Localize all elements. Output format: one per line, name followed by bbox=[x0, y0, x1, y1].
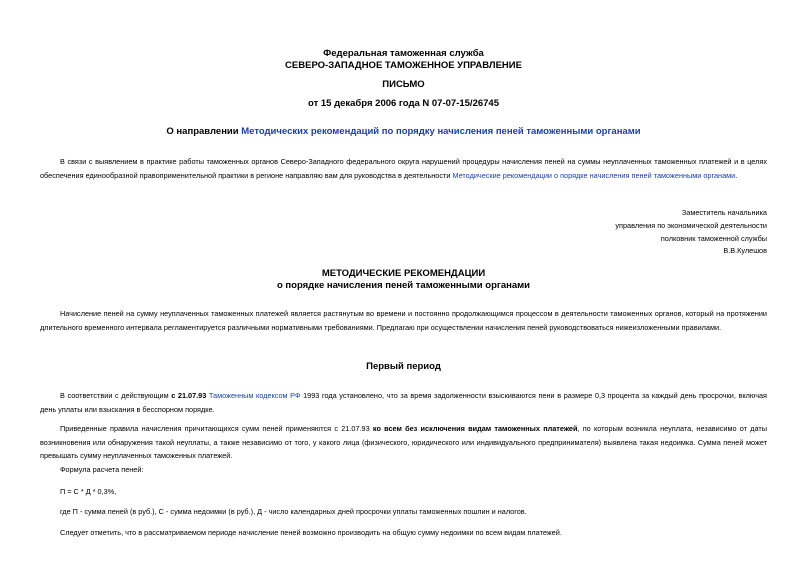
period1-paragraph-1: В соответствии с действующим с 21.07.93 Таможенным кодексом РФ 1993 года установлено, что за время задолженности взыскиваются пени в размере 0,3 процента за каждый день просрочки, включая день уплаты или взыскания в бесспорном порядке. bbox=[40, 391, 768, 414]
subject-prefix: О направлении bbox=[166, 126, 242, 137]
all-payments-emphasis: ко всем без исключения видам таможенных платежей bbox=[372, 424, 578, 433]
doc-subject bbox=[0, 126, 807, 137]
subject-link[interactable]: Методических рекомендаций по порядку начисления пеней таможенными органами bbox=[241, 126, 641, 137]
recs-title: МЕТОДИЧЕСКИЕ РЕКОМЕНДАЦИИ bbox=[321, 268, 486, 279]
signature-position: Заместитель начальника bbox=[681, 208, 767, 217]
recs-paragraph: Начисление пеней на сумму неуплаченных таможенных платежей является растянутым во времени и постоянно продолжающимся процессом в деятельности таможенных органов, который на протяжении длительного временного интервала регламентируется различными нормативными требованиями. Предлагаю при осуществлении начисления пеней руководствоваться нижеизложенными правилами. bbox=[40, 309, 767, 332]
effective-date: с 21.07.93 bbox=[171, 391, 207, 400]
formula: П = С * Д * 0,3%, bbox=[60, 487, 117, 496]
org-department: СЕВЕРО-ЗАПАДНОЕ ТАМОЖЕННОЕ УПРАВЛЕНИЕ bbox=[285, 60, 522, 71]
signature-rank: полковник таможенной службы bbox=[660, 233, 767, 243]
signature-block bbox=[615, 207, 767, 258]
period1-note: Следует отметить, что в рассматриваемом периоде начисление пеней возможно производить на общую сумму недоимки по всем видам платежей. bbox=[60, 528, 562, 537]
formula-label: Формула расчета пеней: bbox=[60, 465, 144, 474]
recs-subtitle: о порядке начисления пеней таможенными органами bbox=[276, 280, 531, 291]
intro-paragraph: В связи с выявлением в практике работы таможенных органов Северо-Западного федерального округа нарушений процедуры начисления пеней на суммы неуплаченных таможенных платежей и в целях обеспечения единообразной правоприменительной практики в регионе направляю вам для руководства в деятельности Методические рекомендации о порядке начисления пеней таможенными органами. bbox=[40, 157, 767, 180]
signature-name: В.В.Кулешов bbox=[723, 246, 767, 256]
intro-text: В связи с выявлением в практике работы таможенных органов Северо-Западного федерального округа нарушений процедуры начисления пеней на суммы неуплаченных таможенных платежей и в целях обеспечения единообразной правоприменительной практики в регионе направляю вам для руководства в деятельности bbox=[40, 157, 767, 180]
intro-link[interactable]: Методические рекомендации о порядке начисления пеней таможенными органами bbox=[452, 170, 736, 180]
customs-code-link[interactable]: Таможенным кодексом РФ bbox=[208, 391, 301, 400]
period1-title: Первый период bbox=[366, 361, 441, 372]
formula-explanation: где П - сумма пеней (в руб.), С - сумма недоимки (в руб.), Д - число календарных дней просрочки уплаты таможенных пошлин и налогов. bbox=[60, 507, 527, 516]
signature-department: управления по экономической деятельности bbox=[615, 220, 767, 230]
period1-paragraph-2: Приведенные правила начисления причитающихся сумм пеней применяются с 21.07.93 ко всем без исключения видам таможенных платежей, по которым возникла неуплата, независимо от даты возникновения или обнаружения такой неуплаты, а также независимо от того, у какого лица (физического, юридического или индивидуального предпринимателя) выявлена такая недоимка. Сумма пеней может превышать сумму неуплаченных таможенных платежей. bbox=[40, 424, 767, 460]
doc-type: ПИСЬМО bbox=[382, 79, 425, 90]
doc-date-number: от 15 декабря 2006 года N 07-07-15/26745 bbox=[308, 98, 499, 109]
org-name: Федеральная таможенная служба bbox=[323, 48, 484, 59]
